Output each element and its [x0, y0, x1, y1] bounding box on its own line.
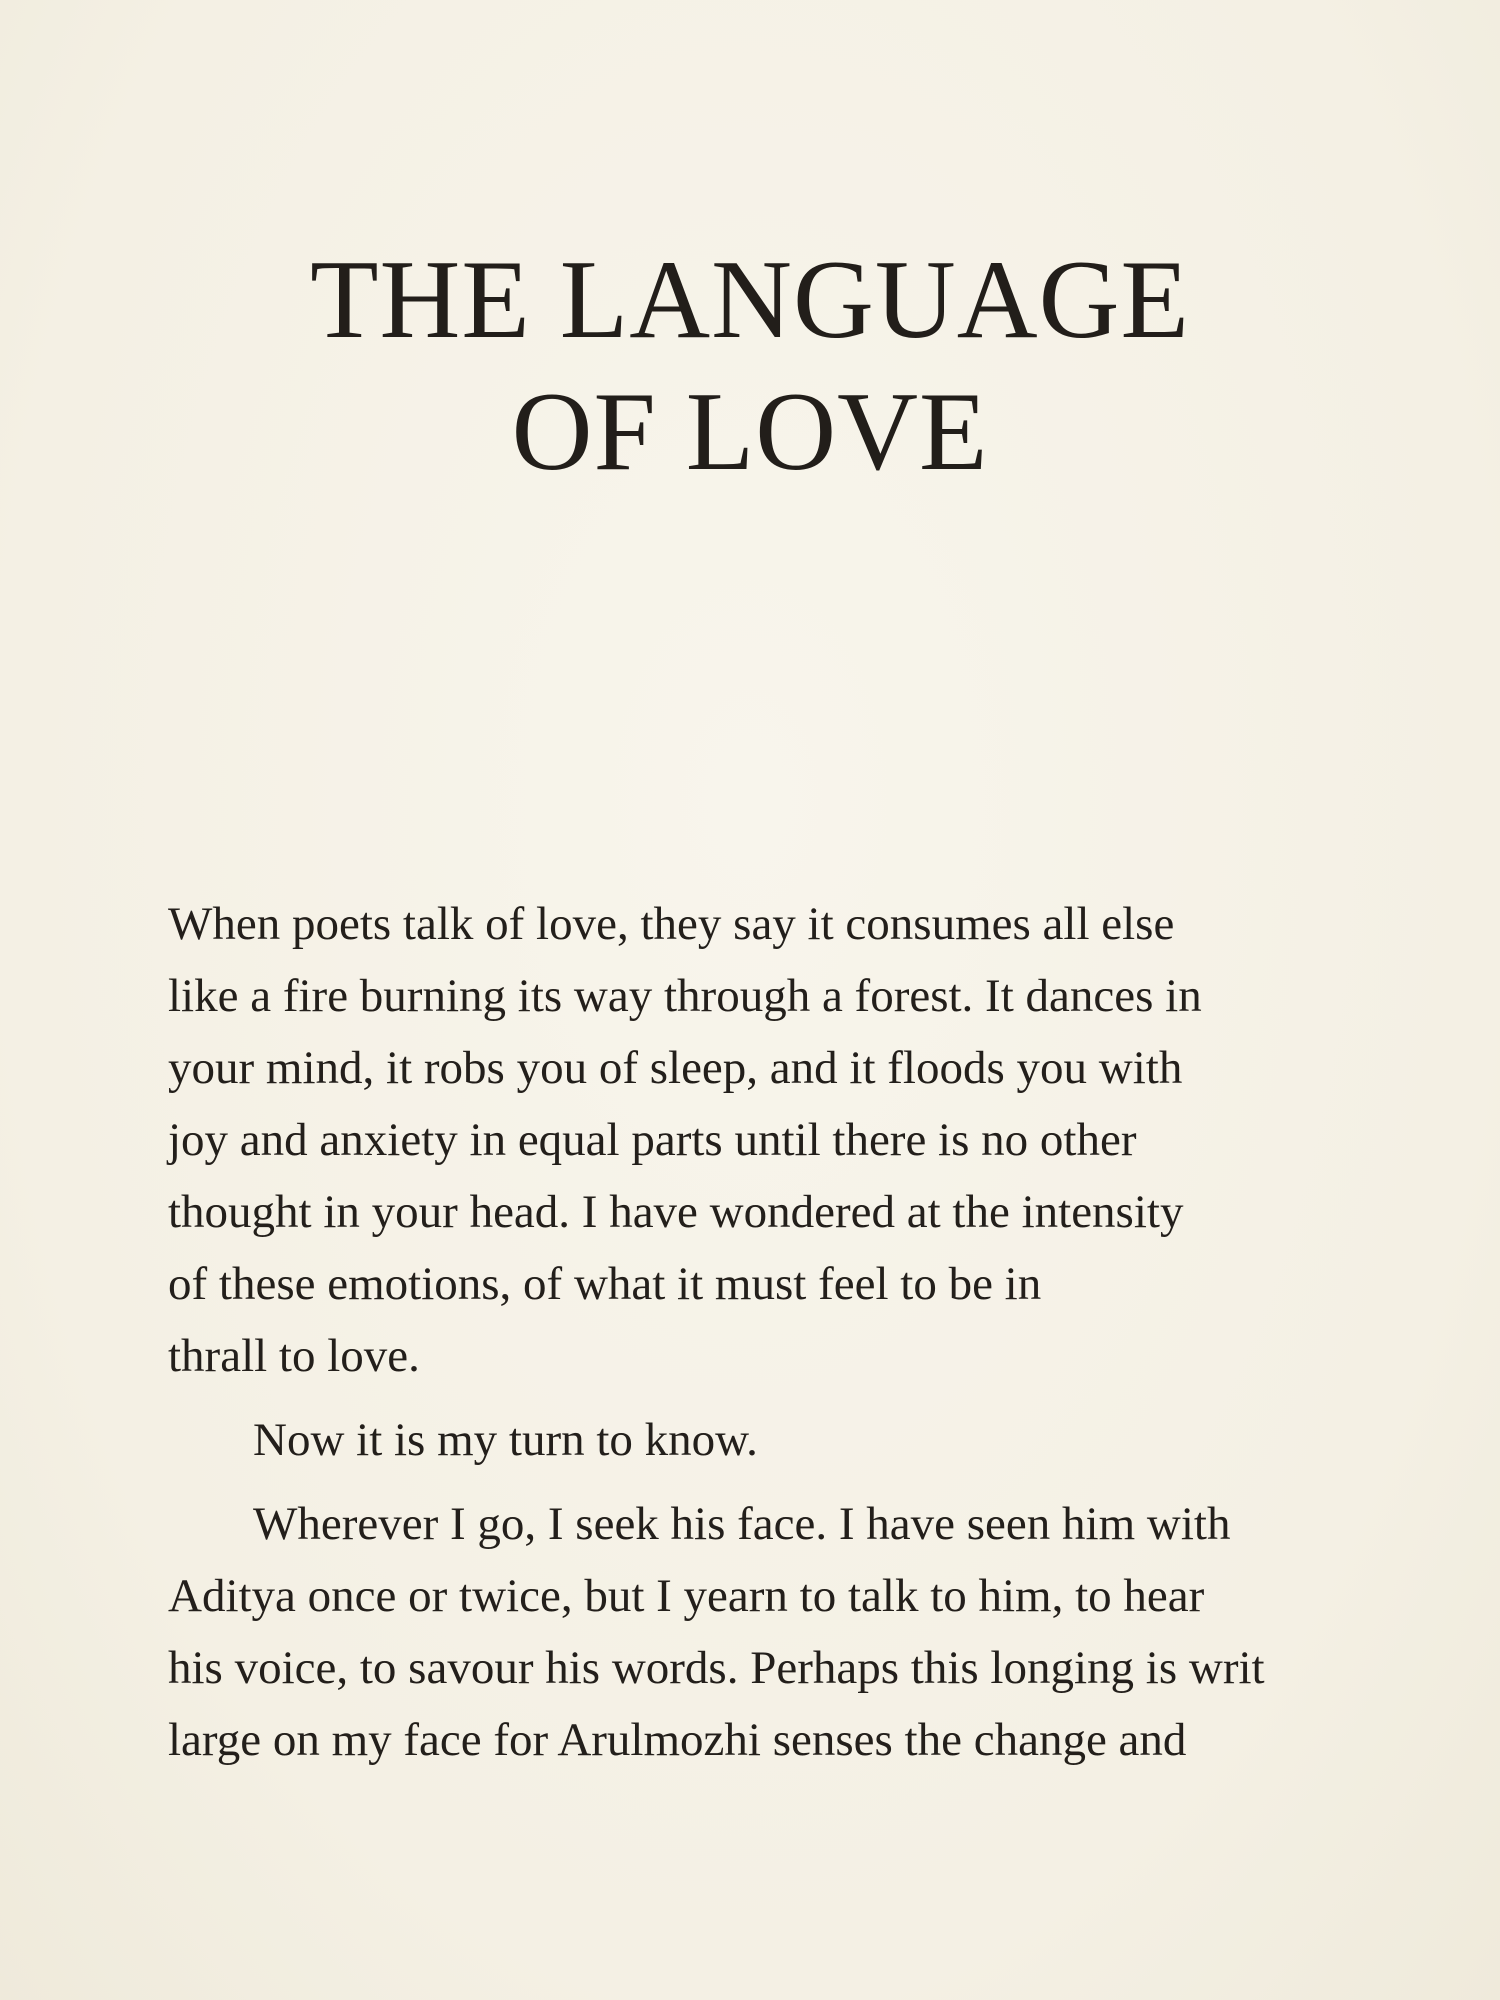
text-line: large on my face for Arulmozhi senses the change and — [168, 1714, 1187, 1766]
chapter-title-line-1: THE LANGUAGE — [310, 238, 1190, 362]
text-line: Aditya once or twice, but I yearn to talk to him, to hear — [168, 1570, 1205, 1622]
text-line: thrall to love. — [168, 1330, 420, 1382]
text-line: joy and anxiety in equal parts until there is no other — [168, 1114, 1137, 1166]
text-line: thought in your head. I have wondered at the intensity — [168, 1186, 1184, 1238]
chapter-body — [168, 888, 1368, 1776]
paragraph — [168, 1404, 1368, 1476]
text-line: your mind, it robs you of sleep, and it floods you with — [168, 1042, 1183, 1094]
chapter-title — [0, 236, 1500, 496]
text-line: like a fire burning its way through a forest. It dances in — [168, 970, 1202, 1022]
text-line: of these emotions, of what it must feel to be in — [168, 1258, 1042, 1310]
text-line: When poets talk of love, they say it consumes all else — [168, 898, 1175, 950]
text-line: Wherever I go, I seek his face. I have seen him with — [253, 1498, 1231, 1550]
text-line: Now it is my turn to know. — [253, 1414, 758, 1466]
paragraph — [168, 888, 1368, 1392]
chapter-title-line-2: OF LOVE — [511, 370, 989, 494]
paragraph — [168, 1488, 1368, 1776]
text-line: his voice, to savour his words. Perhaps this longing is writ — [168, 1642, 1265, 1694]
